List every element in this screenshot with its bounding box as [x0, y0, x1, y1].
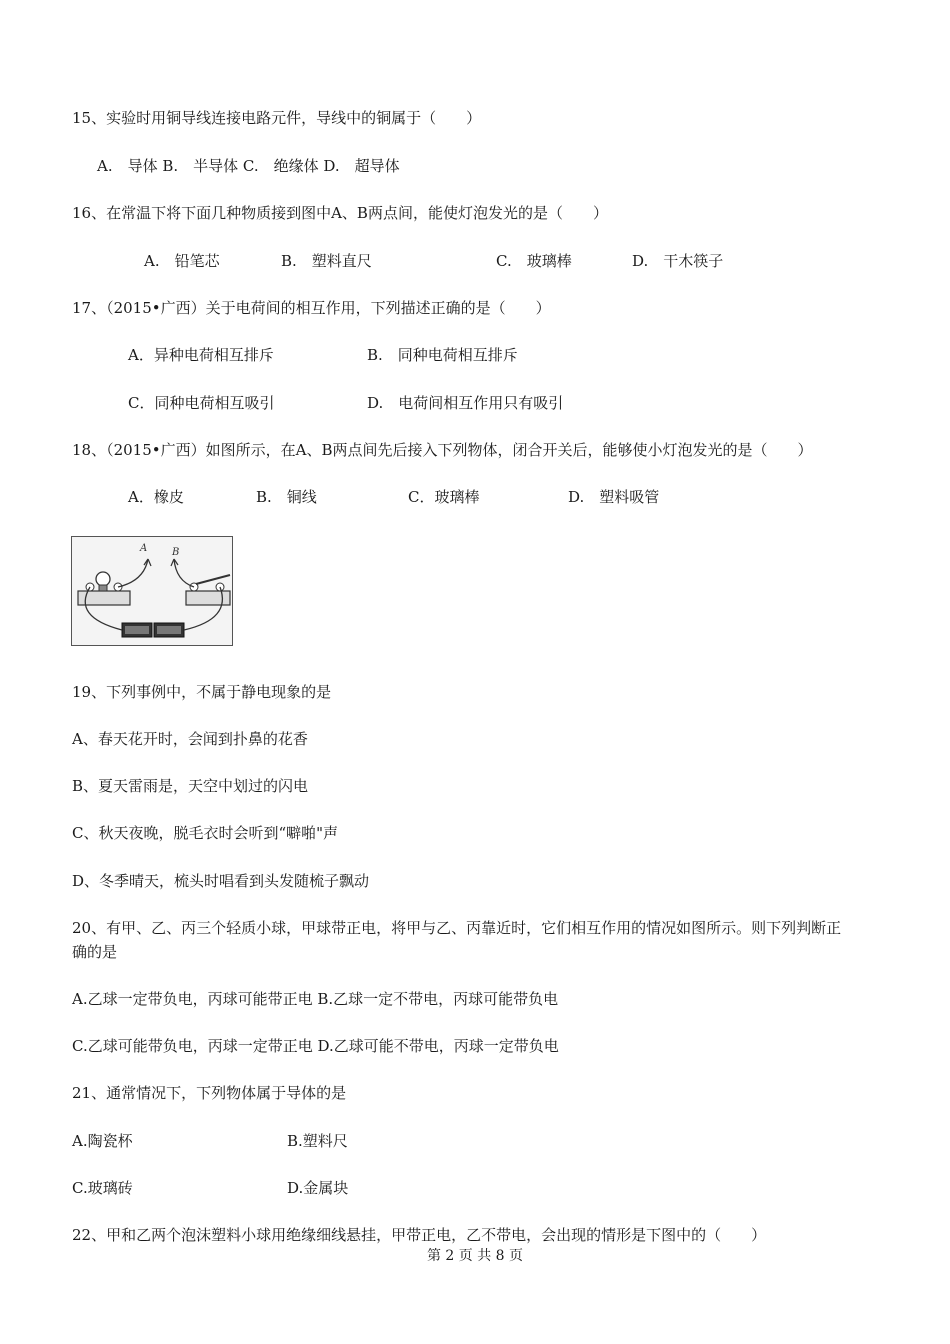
q19-option-c: C、秋天夜晚，脱毛衣时会听到“噼啪"声 — [72, 824, 339, 842]
q16-option-b: B. 塑料直尺 — [281, 252, 372, 270]
q18-option-d: D. 塑料吸管 — [568, 488, 660, 506]
battery-cell-1-band — [125, 626, 149, 634]
q18-option-c: C．玻璃棒 — [408, 488, 480, 506]
switch-lever — [196, 575, 230, 584]
wire-to-a — [118, 559, 148, 587]
q19-option-a: A、春天花开时，会闻到扑鼻的花香 — [72, 730, 308, 748]
q17-option-d: D. 电荷间相互作用只有吸引 — [367, 394, 564, 412]
q17-stem: 17、（2015•广西）关于电荷间的相互作用，下列描述正确的是（ ） — [72, 299, 551, 317]
q22-stem: 22、甲和乙两个泡沫塑料小球用绝缘细线悬挂，甲带正电，乙不带电，会出现的情形是下图中的（ ） — [72, 1226, 767, 1244]
q21-option-d: D.金属块 — [287, 1179, 349, 1197]
q17-option-c: C．同种电荷相互吸引 — [128, 394, 275, 412]
q21-stem: 21、通常情况下，下列物体属于导体的是 — [72, 1084, 347, 1102]
bulb-icon — [96, 572, 110, 586]
right-base-board — [186, 591, 230, 605]
q21-option-c: C.玻璃砖 — [72, 1179, 133, 1197]
page-footer: 第 2 页 共 8 页 — [426, 1248, 524, 1264]
q16-stem: 16、在常温下将下面几种物质接到图中A、B两点间，能使灯泡发光的是（ ） — [72, 204, 608, 222]
q18-stem: 18、（2015•广西）如图所示，在A、B两点间先后接入下列物体，闭合开关后，能够使小灯泡发光的是（ ） — [72, 441, 813, 459]
q20-stem-line1: 20、有甲、乙、丙三个轻质小球，甲球带正电，将甲与乙、丙靠近时，它们相互作用的情况如图所示。则下列判断正 — [72, 919, 842, 937]
q15-options: A. 导体 B. 半导体 C. 绝缘体 D. 超导体 — [97, 157, 400, 175]
q19-option-d: D、冬季晴天，梳头时唱看到头发随梳子飘动 — [72, 872, 370, 890]
label-a: A — [140, 543, 148, 554]
q16-option-c: C. 玻璃棒 — [496, 252, 572, 270]
q20-options-line2: C.乙球可能带负电，丙球一定带正电 D.乙球可能不带电，丙球一定带负电 — [72, 1037, 559, 1055]
label-b: B — [172, 547, 180, 558]
q16-option-a: A. 铅笔芯 — [144, 252, 220, 270]
bulb-socket — [99, 585, 107, 591]
circuit-diagram — [72, 537, 232, 645]
battery-cell-2-band — [157, 626, 181, 634]
q15-stem: 15、实验时用铜导线连接电路元件，导线中的铜属于（ ） — [72, 109, 482, 127]
q18-option-a: A．橡皮 — [128, 488, 184, 506]
q19-option-b: B、夏天雷雨是，天空中划过的闪电 — [72, 777, 309, 795]
q18-circuit-figure — [71, 536, 233, 646]
q21-option-a: A.陶瓷杯 — [72, 1132, 133, 1150]
q19-stem: 19、下列事例中，不属于静电现象的是 — [72, 683, 332, 701]
q16-option-d: D. 干木筷子 — [632, 252, 724, 270]
q20-options-line1: A.乙球一定带负电，丙球可能带正电 B.乙球一定不带电，丙球可能带负电 — [72, 990, 559, 1008]
q18-option-b: B. 铜线 — [256, 488, 317, 506]
q17-option-a: A．异种电荷相互排斥 — [128, 346, 274, 364]
q21-option-b: B.塑料尺 — [287, 1132, 348, 1150]
q17-option-b: B. 同种电荷相互排斥 — [367, 346, 518, 364]
q20-stem-line2: 确的是 — [72, 943, 118, 961]
